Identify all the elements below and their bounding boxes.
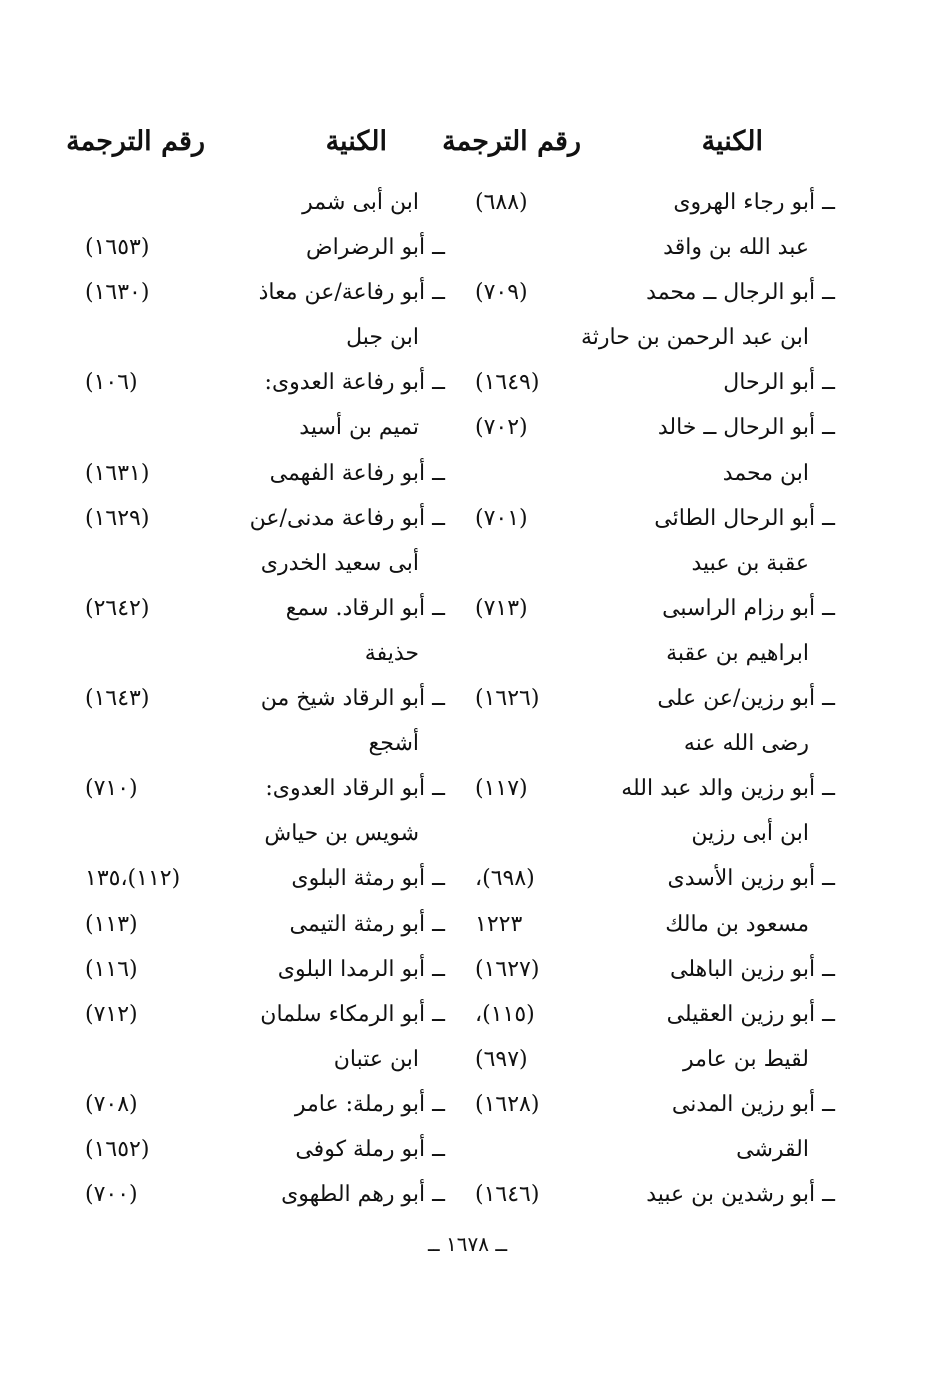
page-number: ــ ١٦٧٨ ــ — [427, 1232, 508, 1256]
entry-number: (٧٠٢) — [475, 415, 528, 441]
entry-row — [85, 180, 445, 225]
entry-row — [475, 856, 835, 901]
entry-number: (١١٦) — [85, 956, 138, 982]
entry-row — [85, 586, 445, 631]
entry-row — [475, 766, 835, 811]
entry-number: (١٦٥٣) — [85, 235, 150, 261]
entry-kunya: ــ أبو رجاء الهروى — [673, 190, 835, 215]
entry-kunya: ــ أبو رزين/عن على — [657, 686, 835, 712]
entry-row — [85, 721, 445, 766]
entry-number: (١٦٤٦) — [475, 1182, 540, 1208]
left-column — [85, 180, 445, 1217]
entry-row — [85, 947, 445, 992]
entry-kunya: شويس بن حياش — [264, 821, 419, 847]
entry-number: (٧١٢) — [85, 1001, 138, 1027]
entry-row — [475, 676, 835, 721]
entry-row — [475, 360, 835, 405]
entry-kunya: أشجع — [368, 731, 419, 757]
entry-kunya: ــ أبو رزين المدنى — [671, 1091, 835, 1117]
entry-number: (٦٩٨)، — [475, 866, 535, 892]
entry-kunya: ابن أبى شمر — [302, 190, 419, 215]
entry-row — [475, 315, 835, 360]
entry-number: (١٦٢٦) — [475, 686, 540, 712]
entry-kunya: تميم بن أسيد — [299, 415, 419, 441]
header-number-right: رقم الترجمة — [442, 126, 581, 157]
entry-number: (١٦٣٠) — [85, 280, 150, 306]
entry-row — [85, 451, 445, 496]
entry-row — [475, 721, 835, 766]
entry-kunya: لقيط بن عامر — [683, 1046, 809, 1072]
entry-row — [85, 496, 445, 541]
entry-row — [85, 902, 445, 947]
entry-kunya: ابن جبل — [346, 325, 419, 351]
header-number-left: رقم الترجمة — [66, 126, 205, 157]
entry-number: (١١٢)،١٣٥ — [85, 866, 181, 892]
entry-kunya: ــ أبو رزين العقيلى — [666, 1001, 835, 1027]
entry-kunya: ــ أبو الرحال الطائى — [654, 505, 835, 531]
entry-kunya: ــ أبو رفاعة الفهمى — [269, 460, 445, 486]
entry-row — [85, 676, 445, 721]
entry-kunya: ــ أبو رمثة البلوى — [291, 866, 445, 892]
entry-row — [475, 902, 835, 947]
entry-number: (٧١٣) — [475, 595, 528, 621]
entry-row — [475, 1127, 835, 1172]
entry-row — [85, 270, 445, 315]
entry-kunya: ــ أبو الرقاد شيخ من — [260, 686, 445, 712]
entry-number: (١٦٢٩) — [85, 505, 150, 531]
entry-row — [85, 1127, 445, 1172]
header-kunya-right: الكنية — [701, 126, 763, 157]
entry-row — [85, 1082, 445, 1127]
entry-row — [85, 360, 445, 405]
entry-kunya: ــ أبو الرضراض — [306, 235, 445, 261]
entry-row — [85, 541, 445, 586]
entry-kunya: ابن أبى رزين — [691, 821, 809, 847]
entry-kunya: ــ أبو رهم الطهوى — [281, 1182, 445, 1208]
entry-kunya: ــ أبو الرجال ــ محمد — [646, 280, 835, 306]
right-column — [475, 180, 835, 1217]
entry-kunya: ابن محمد — [722, 460, 809, 486]
entry-row — [475, 631, 835, 676]
entry-number: (٧٠٩) — [475, 280, 528, 306]
entry-kunya: ــ أبو رملة: عامر — [294, 1091, 445, 1117]
entry-number: (٧٠٨) — [85, 1091, 138, 1117]
entry-kunya: ــ أبو الرمكاء سلمان — [260, 1001, 445, 1027]
entry-row — [85, 225, 445, 270]
entry-kunya: مسعود بن مالك — [665, 911, 809, 937]
entry-number: (٦٩٧) — [475, 1046, 528, 1072]
entry-kunya: القرشى — [736, 1136, 809, 1162]
entry-row — [85, 811, 445, 856]
entry-row — [85, 992, 445, 1037]
entry-kunya: ــ أبو رفاعة مدنى/عن — [249, 505, 445, 531]
entry-number: (٦٨٨) — [475, 190, 528, 215]
entry-row — [475, 225, 835, 270]
entry-kunya: ــ أبو رمثة التيمى — [289, 911, 445, 937]
entry-kunya: ابن عبد الرحمن بن حارثة — [580, 325, 809, 351]
entry-number: (١٦٢٨) — [475, 1091, 540, 1117]
entry-number: (٧١٠) — [85, 776, 138, 802]
entry-row — [85, 1172, 445, 1217]
entry-kunya: ــ أبو الرحال — [723, 370, 835, 396]
entry-number: (٧٠٠) — [85, 1182, 138, 1208]
entry-number: ١٢٢٣ — [475, 911, 523, 937]
entry-row — [475, 405, 835, 450]
entry-kunya: ــ أبو الرمدا البلوى — [277, 956, 445, 982]
entry-row — [475, 992, 835, 1037]
entry-row — [85, 766, 445, 811]
entry-row — [475, 180, 835, 225]
entry-kunya: ــ أبو رزام الراسبى — [662, 595, 835, 621]
header-kunya-left: الكنية — [325, 126, 387, 157]
entry-row — [475, 1082, 835, 1127]
entry-row — [85, 315, 445, 360]
entry-kunya: ــ أبو رشدين بن عبيد — [646, 1182, 835, 1208]
entry-row — [475, 586, 835, 631]
entry-number: (١٦٢٧) — [475, 956, 540, 982]
entry-row — [475, 496, 835, 541]
entry-kunya: ــ أبو رفاعة/عن معاذ — [258, 280, 445, 306]
entry-kunya: ــ أبو الرحال ــ خالد — [657, 415, 835, 441]
entry-row — [475, 451, 835, 496]
entry-row — [85, 631, 445, 676]
entry-kunya: ــ أبو رزين والد عبد الله — [621, 776, 835, 802]
entry-kunya: حذيفة — [364, 640, 419, 666]
entry-kunya: ــ أبو الرقاد العدوى: — [265, 776, 445, 802]
entry-row — [475, 541, 835, 586]
entry-row — [85, 856, 445, 901]
entry-kunya: ــ أبو رزين الأسدى — [667, 866, 835, 892]
entry-kunya: ــ أبو رملة كوفى — [295, 1136, 445, 1162]
entry-kunya: عقبة بن عبيد — [691, 550, 809, 576]
entry-number: (١٦٥٢) — [85, 1136, 150, 1162]
entry-kunya: عبد الله بن واقد — [663, 235, 809, 261]
entry-row — [475, 1172, 835, 1217]
entry-kunya: ــ أبو الرقاد. سمع — [285, 595, 445, 621]
entry-number: (١١٥)، — [475, 1001, 535, 1027]
entry-kunya: ــ أبو رفاعة العدوى: — [264, 370, 445, 396]
entry-row — [475, 947, 835, 992]
entry-kunya: أبى سعيد الخدرى — [260, 550, 419, 576]
entry-number: (١٦٤٩) — [475, 370, 540, 396]
entry-number: (١١٣) — [85, 911, 138, 937]
entry-kunya: ــ أبو رزين الباهلى — [670, 956, 835, 982]
entry-row — [85, 1037, 445, 1082]
entry-kunya: ابراهيم بن عقبة — [666, 640, 809, 666]
entry-row — [85, 405, 445, 450]
entry-row — [475, 1037, 835, 1082]
entry-number: (١٦٤٣) — [85, 686, 150, 712]
entry-number: (٢٦٤٢) — [85, 595, 150, 621]
entry-row — [475, 270, 835, 315]
entry-row — [475, 811, 835, 856]
entry-number: (١٦٣١) — [85, 460, 150, 486]
entry-kunya: ابن عتبان — [333, 1046, 419, 1072]
entry-number: (٧٠١) — [475, 505, 528, 531]
entry-number: (١٠٦) — [85, 370, 138, 396]
entry-kunya: رضى الله عنه — [683, 731, 809, 757]
entry-number: (١١٧) — [475, 776, 528, 802]
